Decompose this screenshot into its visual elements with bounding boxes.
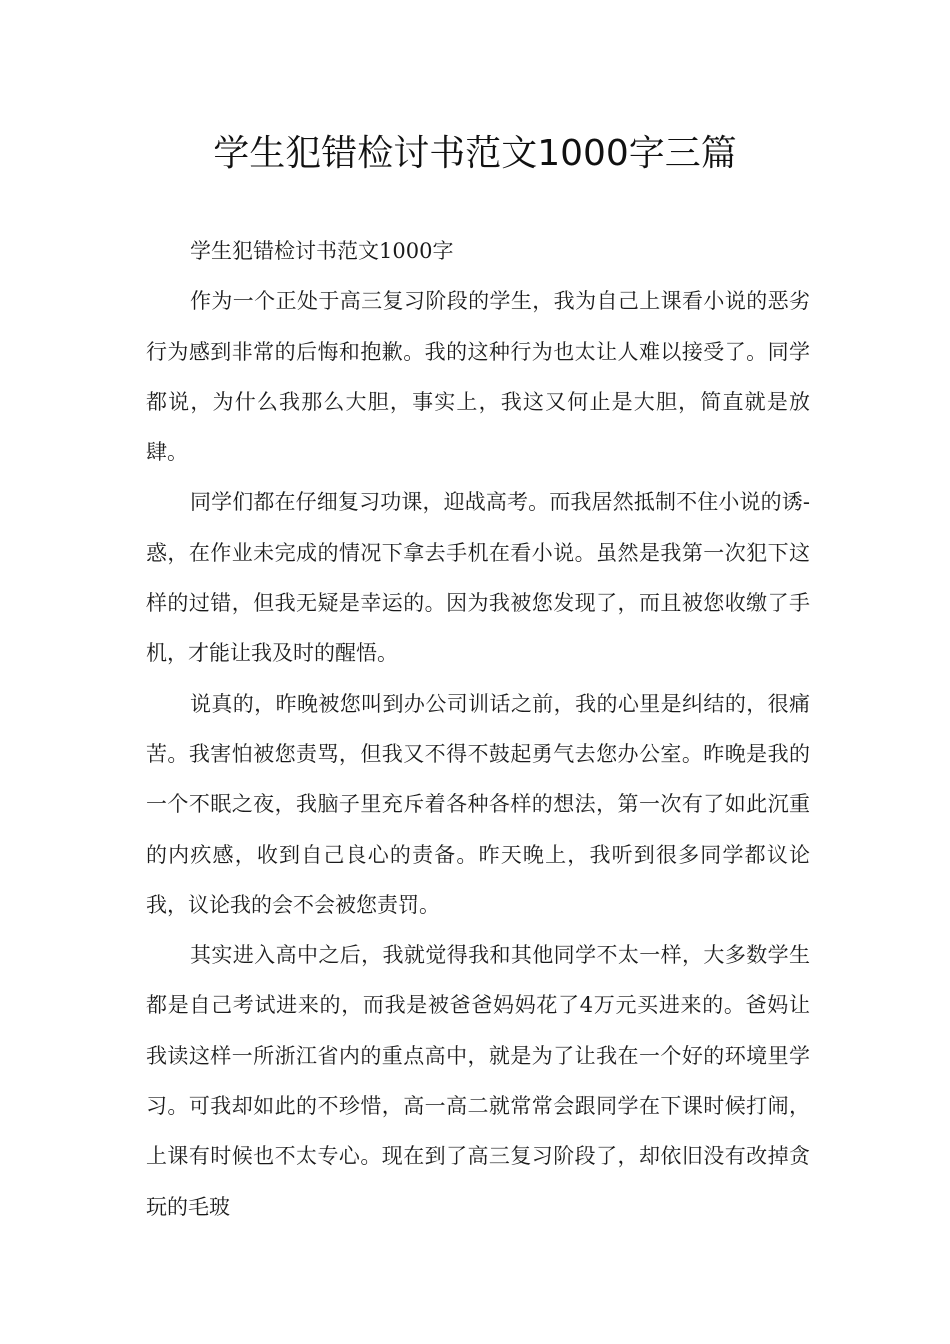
paragraph: 说真的，昨晚被您叫到办公司训话之前，我的心里是纠结的，很痛苦。我害怕被您责骂，但我又不得不鼓起勇气去您办公室。昨晚是我的一个不眠之夜，我脑子里充斥着各种各样的想法，第一次有了如此沉重的内疚感，收到自己良心的责备。昨天晚上，我听到很多同学都议论我，议论我的会不会被您责罚。 xyxy=(146,691,810,917)
paragraph: 同学们都在仔细复习功课，迎战高考。而我居然抵制不住小说的诱-惑，在作业未完成的情况下拿去手机在看小说。虽然是我第一次犯下这样的过错，但我无疑是幸运的。因为我被您发现了，而且被您收缴了手机，才能让我及时的醒悟。 xyxy=(146,490,810,666)
document-title: 学生犯错检讨书范文1000字三篇 xyxy=(213,133,737,174)
paragraph: 其实进入高中之后，我就觉得我和其他同学不太一样，大多数学生都是自己考试进来的，而我是被爸爸妈妈花了4万元买进来的。爸妈让我读这样一所浙江省内的重点高中，就是为了让我在一个好的环境里学习。可我却如此的不珍惜，高一高二就常常会跟同学在下课时候打闹，上课有时候也不太专心。现在到了高三复习阶段了，却依旧没有改掉贪玩的毛玻 xyxy=(146,943,810,1219)
document-subtitle: 学生犯错检讨书范文1000字 xyxy=(190,239,454,263)
paragraph: 作为一个正处于高三复习阶段的学生，我为自己上课看小说的恶劣行为感到非常的后悔和抱歉。我的这种行为也太让人难以接受了。同学都说，为什么我那么大胆，事实上，我这又何止是大胆，简直就是放肆。 xyxy=(146,289,810,465)
document-body xyxy=(146,226,810,1232)
